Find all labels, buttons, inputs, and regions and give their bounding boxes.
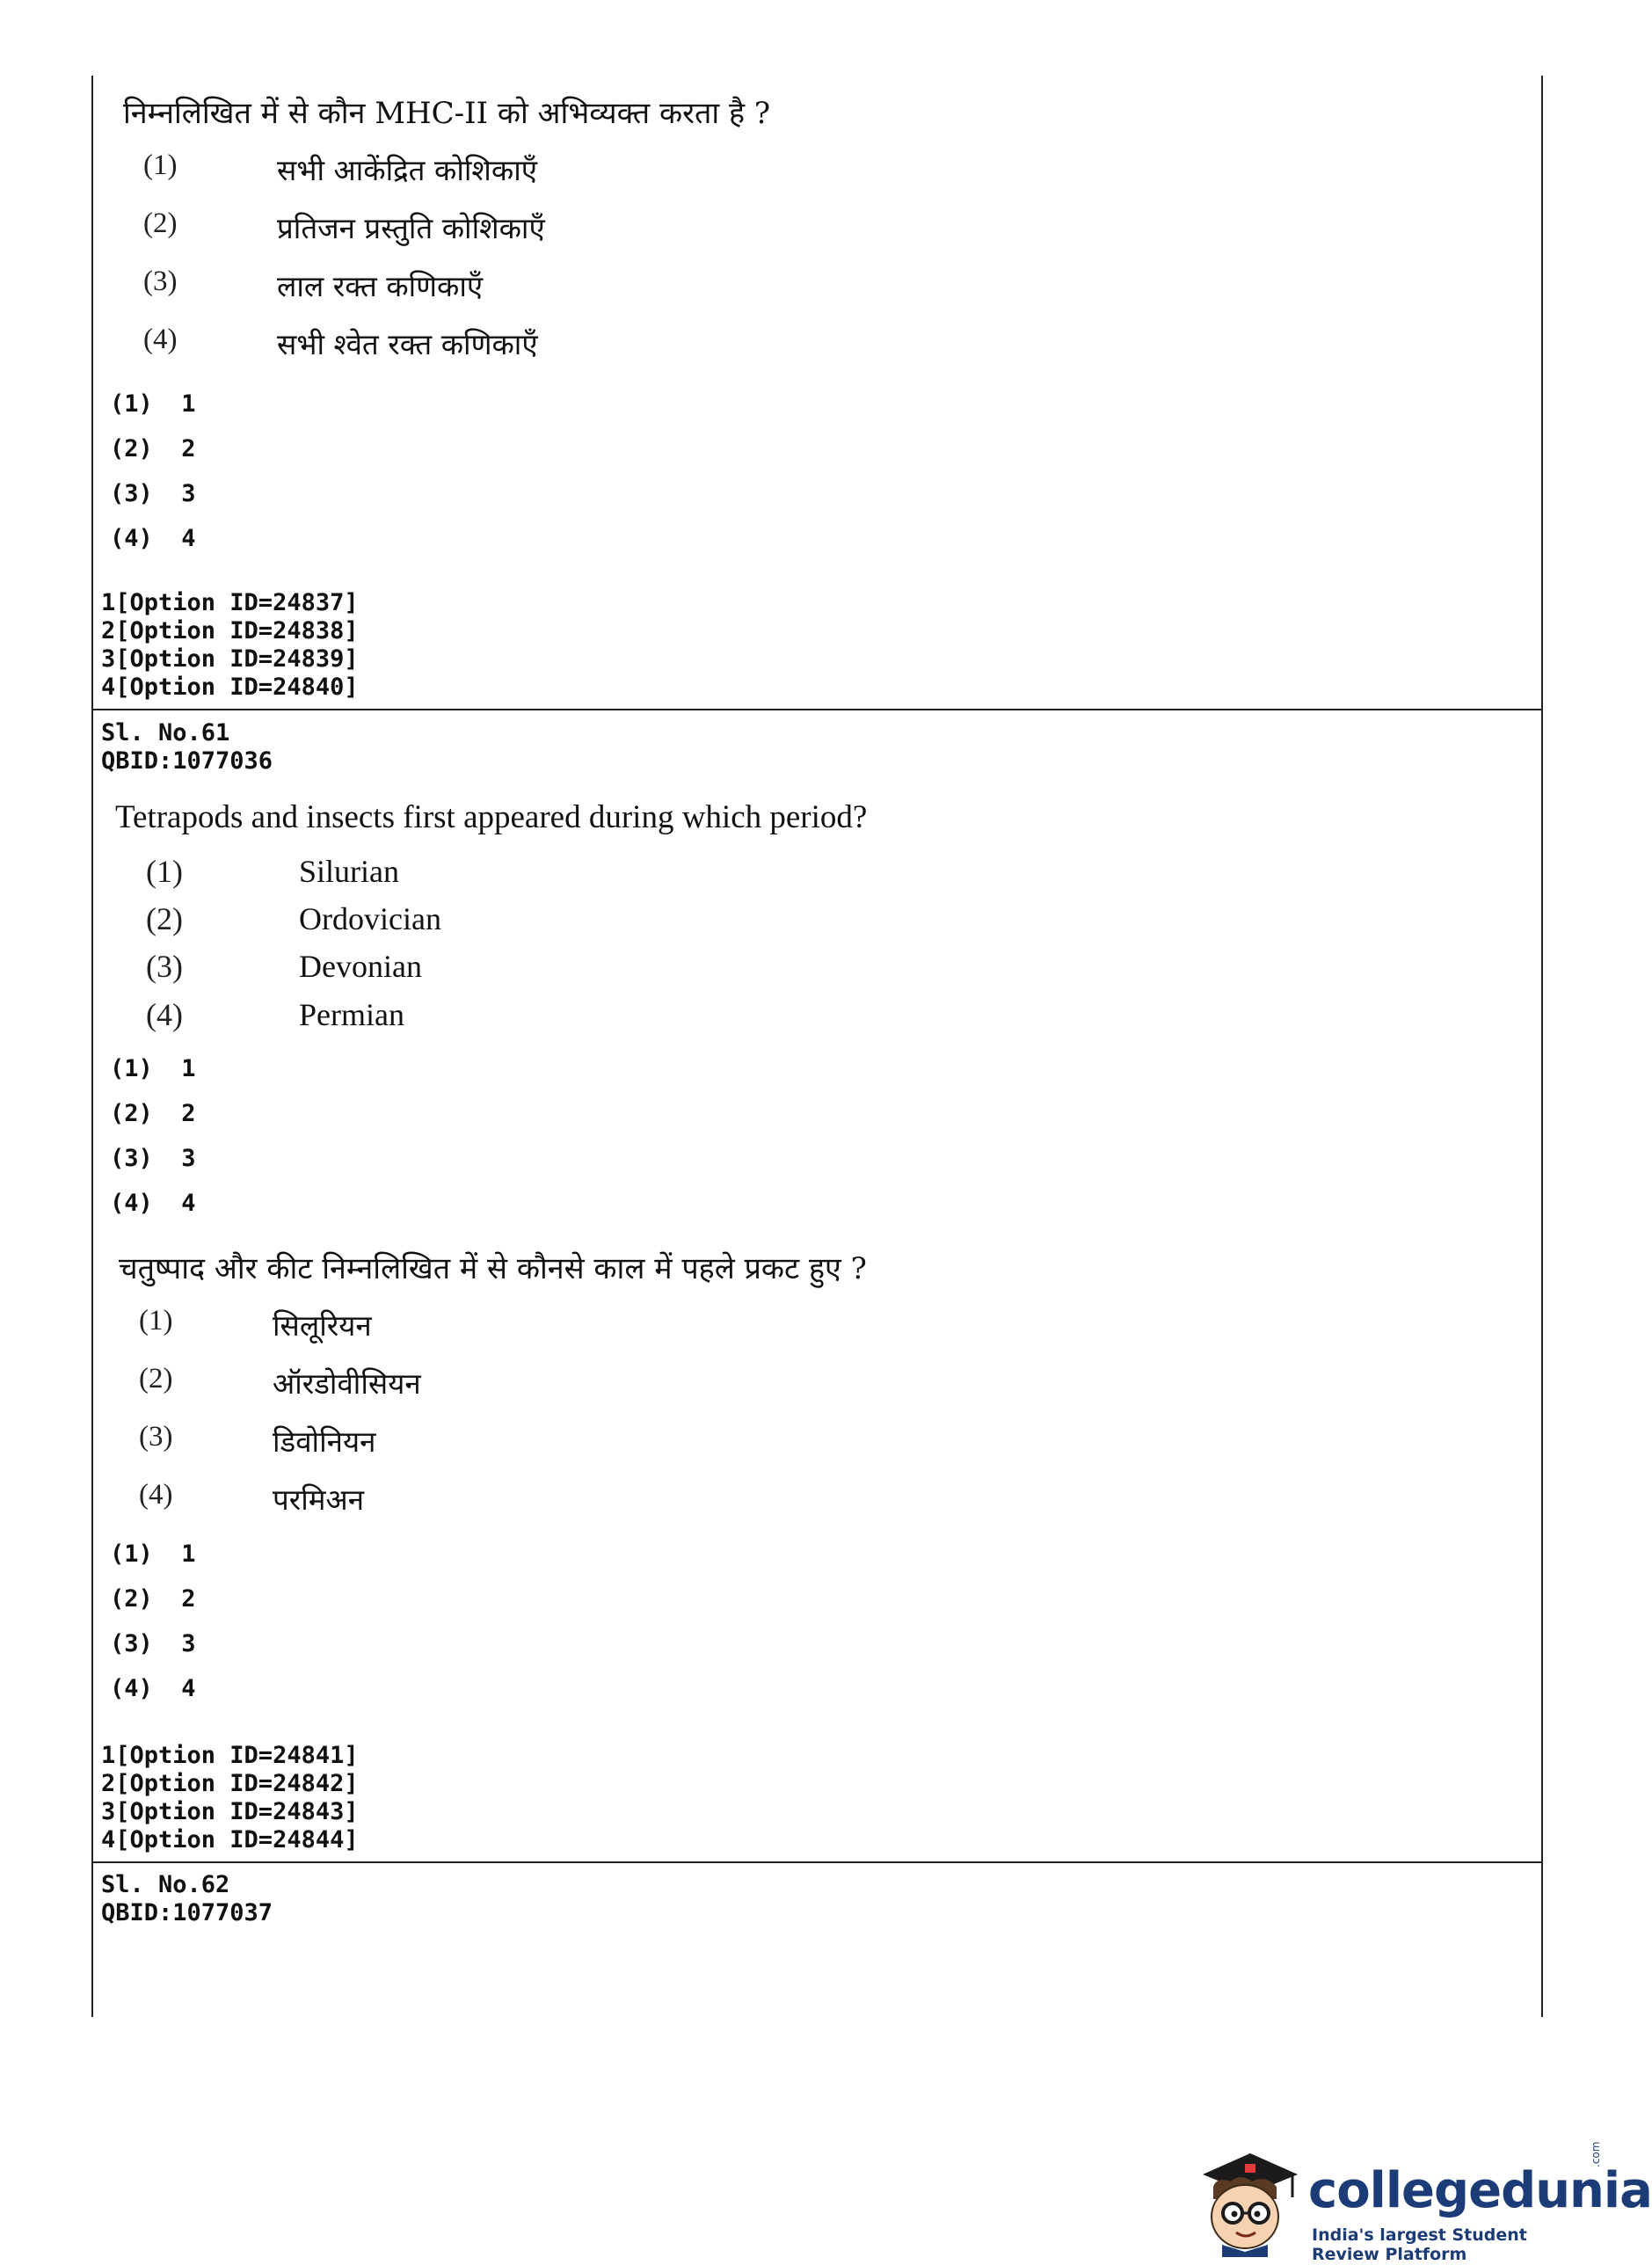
- section-divider: [91, 709, 1543, 710]
- page-border-right: [1541, 76, 1543, 2017]
- option-id: 4[Option ID=24844]: [101, 1826, 359, 1854]
- answer-option: (4) 4: [110, 1675, 196, 1702]
- option-id: 1[Option ID=24841]: [101, 1742, 359, 1769]
- option-text: सभी श्वेत रक्त कणिकाएँ: [277, 327, 538, 361]
- option-text: Silurian: [299, 854, 399, 889]
- option-number: (4): [143, 324, 178, 355]
- answer-option: (3) 3: [110, 1145, 196, 1172]
- brand-tagline: India's largest Student Review Platform: [1312, 2225, 1527, 2264]
- serial-number: Sl. No.61: [101, 719, 230, 747]
- option-number: (4): [146, 997, 183, 1032]
- answer-option: (4) 4: [110, 1190, 196, 1217]
- mascot-icon: [1196, 2141, 1310, 2260]
- serial-number: Sl. No.62: [101, 1871, 230, 1898]
- option-text: ऑरडोवीसियन: [273, 1366, 421, 1401]
- brand-name: collegedunia: [1308, 2162, 1652, 2219]
- option-number: (3): [146, 949, 183, 984]
- answer-option: (3) 3: [110, 1630, 196, 1657]
- answer-option: (4) 4: [110, 525, 196, 552]
- option-text: डिवोनियन: [273, 1424, 376, 1459]
- answer-option: (2) 2: [110, 1100, 196, 1127]
- answer-option: (1) 1: [110, 1055, 196, 1082]
- question-text-hindi: निम्नलिखित में से कौन MHC-II को अभिव्यक्त करता है ?: [123, 96, 771, 131]
- option-text: Ordovician: [299, 901, 441, 936]
- answer-option: (2) 2: [110, 1585, 196, 1613]
- qbid: QBID:1077036: [101, 747, 273, 775]
- option-number: (2): [139, 1363, 173, 1395]
- brand-domain: .com: [1590, 2141, 1602, 2167]
- option-id: 3[Option ID=24843]: [101, 1798, 359, 1825]
- answer-option: (3) 3: [110, 480, 196, 507]
- option-id: 3[Option ID=24839]: [101, 645, 359, 673]
- option-text: Devonian: [299, 949, 422, 984]
- option-id: 1[Option ID=24837]: [101, 589, 359, 616]
- option-text: लाल रक्त कणिकाएँ: [277, 269, 484, 303]
- option-number: (1): [143, 149, 178, 181]
- option-text: सिलूरियन: [273, 1308, 372, 1343]
- option-number: (2): [143, 208, 178, 239]
- page-border-left: [91, 76, 93, 2017]
- option-text: प्रतिजन प्रस्तुति कोशिकाएँ: [277, 211, 545, 245]
- option-id: 4[Option ID=24840]: [101, 674, 359, 701]
- answer-option: (1) 1: [110, 390, 196, 418]
- collegedunia-logo: [1196, 2141, 1652, 2264]
- answer-option: (1) 1: [110, 1540, 196, 1568]
- question-text-english: Tetrapods and insects first appeared during which period?: [115, 799, 868, 835]
- qbid: QBID:1077037: [101, 1899, 273, 1926]
- option-id: 2[Option ID=24842]: [101, 1770, 359, 1797]
- option-text: सभी आकेंद्रित कोशिकाएँ: [277, 153, 538, 187]
- option-number: (1): [139, 1305, 173, 1336]
- option-number: (3): [139, 1421, 173, 1453]
- option-number: (3): [143, 266, 178, 297]
- option-text: Permian: [299, 997, 404, 1032]
- option-number: (4): [139, 1479, 173, 1511]
- option-id: 2[Option ID=24838]: [101, 617, 359, 645]
- question-text-hindi: चतुष्पाद और कीट निम्नलिखित में से कौनसे काल में पहले प्रकट हुए ?: [119, 1251, 867, 1286]
- option-number: (2): [146, 901, 183, 936]
- section-divider: [91, 1861, 1543, 1863]
- answer-option: (2) 2: [110, 435, 196, 462]
- option-number: (1): [146, 854, 183, 889]
- option-text: परमिअन: [273, 1482, 365, 1517]
